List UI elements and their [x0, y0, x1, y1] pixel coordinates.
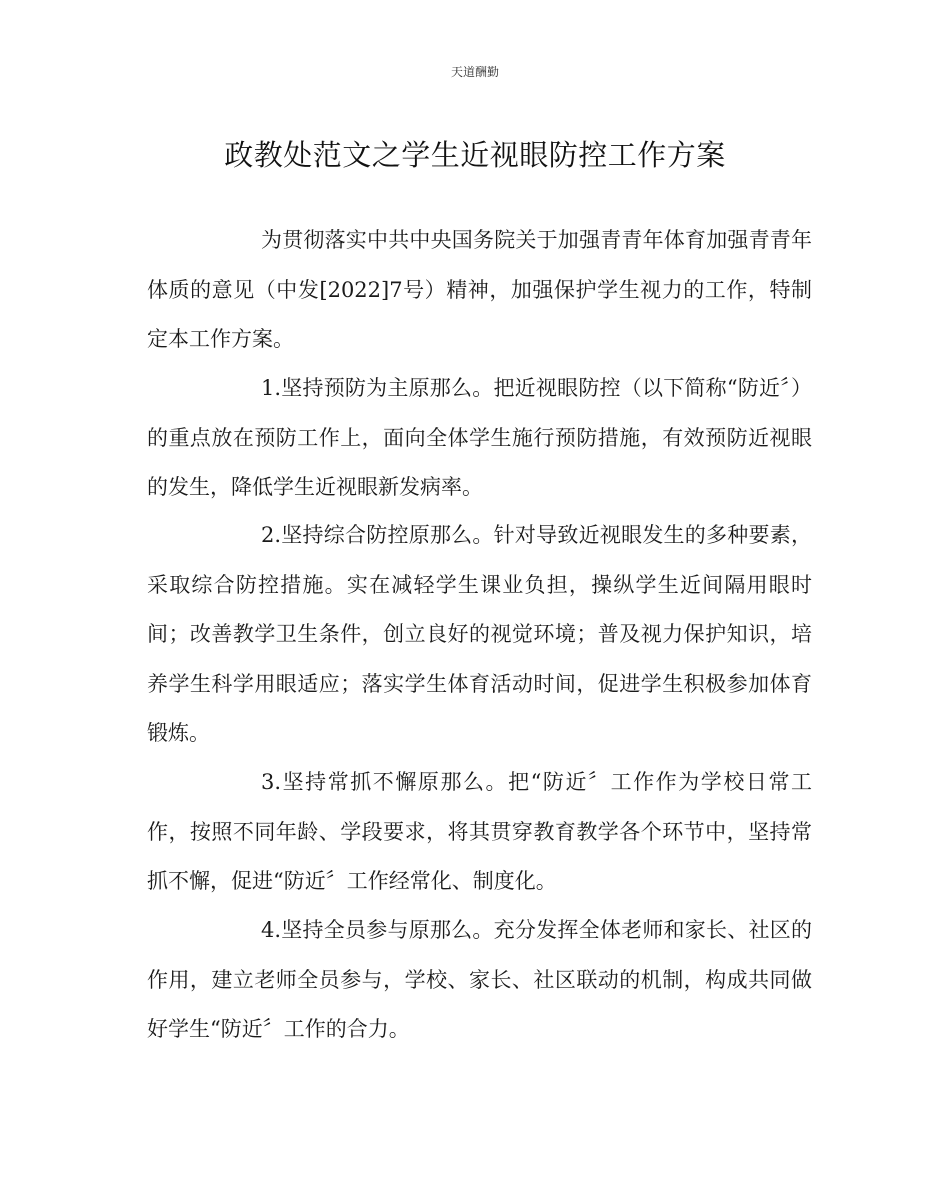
paragraph-intro	[147, 216, 812, 365]
document-title: 政教处范文之学生近视眼防控工作方案	[224, 138, 726, 172]
paragraph-principle-3	[147, 758, 812, 907]
paragraph-principle-2	[147, 511, 812, 759]
paragraph-text: 为贯彻落实中共中央国务院关于加强青青年体育加强青青年体质的意见（中发[2022]7号）精神，加强保护学生视力的工作，特制定本工作方案。	[147, 228, 812, 351]
page-header: 天道酬勤	[450, 65, 499, 79]
paragraph-text: 1.坚持预防为主原那么。把近视眼防控（以下简称“防近〞）的重点放在预防工作上，面向全体学生施行预防措施，有效预防近视眼的发生，降低学生近视眼新发病率。	[147, 376, 812, 499]
paragraph-principle-4	[147, 906, 812, 1055]
paragraph-text: 4.坚持全员参与原那么。充分发挥全体老师和家长、社区的作用，建立老师全员参与，学校、家长、社区联动的机制，构成共同做好学生“防近〞工作的合力。	[147, 918, 812, 1041]
paragraph-principle-1	[147, 364, 812, 513]
paragraph-text: 2.坚持综合防控原那么。针对导致近视眼发生的多种要素，采取综合防控措施。实在减轻学生课业负担，操纵学生近间隔用眼时间；改善教学卫生条件，创立良好的视觉环境；普及视力保护知识，培养学生科学用眼适应；落实学生体育活动时间，促进学生积极参加体育锻炼。	[147, 523, 812, 745]
paragraph-text: 3.坚持常抓不懈原那么。把“防近〞工作作为学校日常工作，按照不同年龄、学段要求，将其贯穿教育教学各个环节中，坚持常抓不懈，促进“防近〞工作经常化、制度化。	[147, 770, 812, 893]
